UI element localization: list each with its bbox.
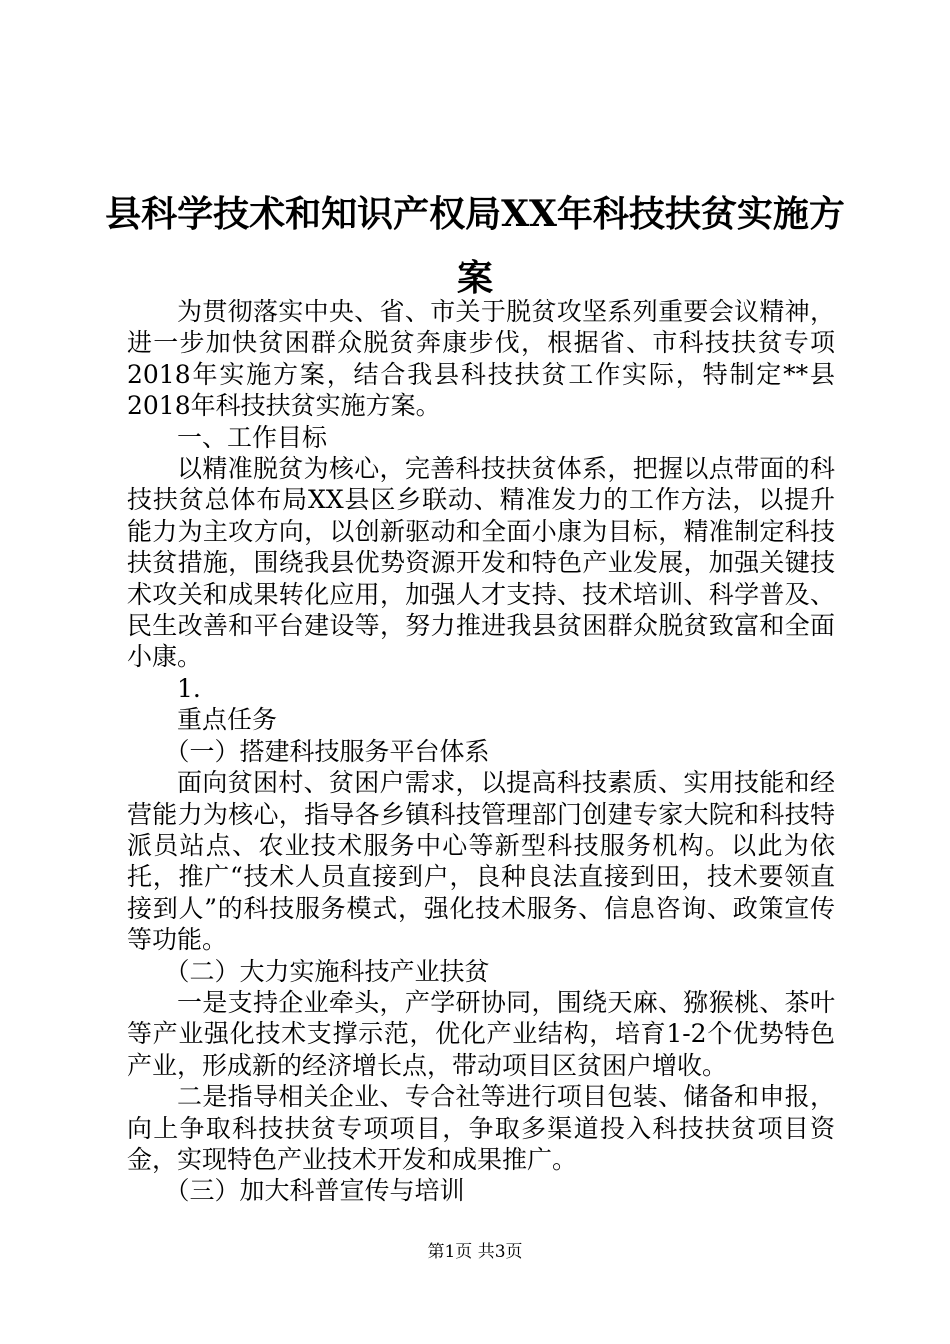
section-number: 1. <box>177 673 201 703</box>
industry-paragraph-1: 一是支持企业牵头，产学研协同，围绕天麻、猕猴桃、茶叶等产业强化技术支撑示范，优化产业结构，培育1-2个优势特色产业，形成新的经济增长点，带动项目区贫困户增收。 <box>127 987 835 1080</box>
subheading-industry: （二）大力实施科技产业扶贫 <box>164 956 490 986</box>
subheading-science-popularization: （三）加大科普宣传与培训 <box>164 1176 465 1206</box>
intro-paragraph: 为贯彻落实中央、省、市关于脱贫攻坚系列重要会议精神，进一步加快贫困群众脱贫奔康步伐，根据省、市科技扶贫专项2018年实施方案，结合我县科技扶贫工作实际，特制定**县2018年科技扶贫实施方案。 <box>127 297 835 421</box>
industry-paragraph-2: 二是指导相关企业、专合社等进行项目包装、储备和申报，向上争取科技扶贫专项项目，争取多渠道投入科技扶贫项目资金，实现特色产业技术开发和成果推广。 <box>127 1082 835 1174</box>
section-heading-goals: 一、工作目标 <box>177 422 328 452</box>
subheading-platform: （一）搭建科技服务平台体系 <box>164 736 490 766</box>
goals-paragraph: 以精准脱贫为核心，完善科技扶贫体系，把握以点带面的科技扶贫总体布局XX县区乡联动、精准发力的工作方法，以提升能力为主攻方向，以创新驱动和全面小康为目标，精准制定科技扶贫措施，围绕我县优势资源开发和特色产业发展，加强关键技术攻关和成果转化应用，加强人才支持、技术培训、科学普及、民生改善和平台建设等，努力推进我县贫困群众脱贫致富和全面小康。 <box>127 454 835 672</box>
page-footer: 第1页 共3页 <box>427 1242 523 1262</box>
document-title: 县科学技术和知识产权局XX年科技扶贫实施方案 <box>105 193 845 299</box>
document-body <box>127 296 835 1207</box>
platform-paragraph: 面向贫困村、贫困户需求，以提高科技素质、实用技能和经营能力为核心，指导各乡镇科技管理部门创建专家大院和科技特派员站点、农业技术服务中心等新型科技服务机构。以此为依托，推广“技术人员直接到户，良种良法直接到田，技术要领直接到人”的科技服务模式，强化技术服务、信息咨询、政策宣传等功能。 <box>127 768 835 955</box>
section-heading-tasks: 重点任务 <box>177 705 278 735</box>
